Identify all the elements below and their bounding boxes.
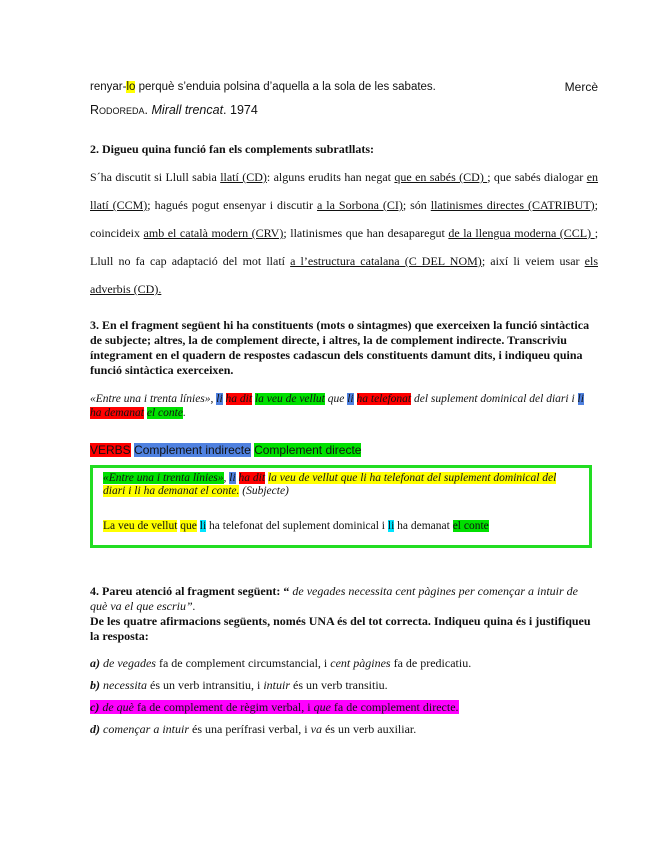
option-text: fa de complement de règim verbal, i bbox=[133, 700, 314, 714]
q2-text: ; Llull no fa cap adaptació del mot llatí bbox=[90, 226, 599, 268]
option-letter: d) bbox=[90, 722, 100, 736]
fragment-text: , bbox=[210, 393, 217, 405]
option-italic: necessita bbox=[100, 678, 147, 692]
option-text: és un verb transitiu. bbox=[290, 678, 388, 692]
option-text: és un verb intransitiu, i bbox=[147, 678, 264, 692]
fragment-verb: ha demanat bbox=[90, 407, 144, 419]
q2-heading: 2. Digueu quina funció fan els complements subratllats: bbox=[90, 142, 375, 156]
box-ci: li bbox=[387, 520, 395, 532]
intro-text-post: perquè s’enduia polsina d’aquella a la sola de les sabates. bbox=[135, 81, 436, 93]
q4-option-d bbox=[90, 722, 598, 737]
q2-text: ; que sabés dialogar bbox=[487, 170, 587, 184]
option-letter: b) bbox=[90, 678, 100, 692]
fragment-verb: ha dit bbox=[225, 393, 253, 405]
work-title: Mirall trencat bbox=[151, 103, 224, 117]
q4-heading-bold: 4. Pareu atenció al fragment següent: “ bbox=[90, 584, 290, 598]
q2-text: ; són bbox=[402, 198, 431, 212]
answer-box-line-2 bbox=[103, 520, 579, 533]
fragment-text: . bbox=[182, 407, 186, 419]
option-italic: va bbox=[310, 722, 322, 736]
q2-text: ; així li veiem usar bbox=[481, 254, 585, 268]
q4-heading-quote: de vegades necessita cent pàgines per començar a intuir de què va el que escriu”. bbox=[90, 584, 578, 613]
option-c-highlight bbox=[90, 700, 459, 714]
fragment-cd: la veu de vellut bbox=[254, 393, 325, 405]
option-italic: intuir bbox=[263, 678, 290, 692]
q2-text: ; llatinismes que han desaparegut bbox=[283, 226, 449, 240]
q2-text: ; hagués pogut ensenyar i discutir bbox=[147, 198, 317, 212]
q2-underlined: amb el català modern (CRV) bbox=[143, 226, 284, 240]
q2-underlined: de la llengua moderna (CCL) bbox=[448, 226, 595, 240]
work-year: . 1974 bbox=[223, 103, 258, 117]
option-letter: c) bbox=[90, 700, 100, 714]
fragment-text: del suplement dominical del diari i bbox=[411, 393, 578, 405]
legend-indirect-object: Complement indirecte bbox=[134, 443, 251, 457]
box-text: , bbox=[223, 472, 230, 484]
q4-option-a bbox=[90, 656, 598, 671]
box-ci: li bbox=[229, 472, 236, 484]
q4-option-b bbox=[90, 678, 598, 693]
option-italic: de què bbox=[99, 700, 134, 714]
q4-instructions: De les quatre afirmacions següents, només UNA és del tot correcta. Indiqueu quina és i justifiqueu la resposta: bbox=[90, 614, 591, 643]
option-letter: a) bbox=[90, 656, 100, 670]
box-cd: el conte bbox=[452, 520, 489, 532]
answer-box-line-1 bbox=[103, 472, 579, 498]
intro-text-pre: renyar- bbox=[90, 81, 127, 93]
q2-underlined: a la Sorbona (CI) bbox=[317, 198, 403, 212]
box-subject: La veu de vellut bbox=[103, 520, 178, 532]
box-subject: que bbox=[180, 520, 197, 532]
q2-underlined: llatí (CD) bbox=[220, 170, 267, 184]
q2-text: ; coincideix bbox=[90, 198, 598, 240]
box-verb: ha dit bbox=[238, 472, 266, 484]
fragment-ci: li bbox=[347, 393, 354, 405]
fragment-ci: li bbox=[216, 393, 223, 405]
fragment-text: «Entre una i trenta línies» bbox=[90, 393, 211, 405]
q4-heading bbox=[90, 584, 598, 614]
author-last-name: Rodoreda bbox=[90, 103, 145, 117]
option-text: fa de complement circumstancial, i bbox=[155, 656, 331, 670]
option-text: és una perífrasi verbal, i bbox=[189, 722, 311, 736]
fragment-ci: li bbox=[577, 393, 584, 405]
option-italic: cent pàgines bbox=[330, 656, 391, 670]
fragment-text: que bbox=[324, 393, 348, 405]
option-italic: que bbox=[313, 700, 331, 714]
option-text: és un verb auxiliar. bbox=[321, 722, 417, 736]
fragment-cd: el conte bbox=[146, 407, 183, 419]
legend-direct-object: Complement directe bbox=[254, 443, 362, 457]
q2-underlined: a l’estructura catalana (C DEL NOM) bbox=[290, 254, 482, 268]
q3-heading: 3. En el fragment següent hi ha constituents (mots o sintagmes) que exerceixen la funció sintàctica de subjecte; altres, la de complement directe, i altres, la de complement indirecte. Transcriviu íntegrament en el quadern de respostes cadascun dels constituents damunt dits, i indiqueu quina funció sintàctica exerceixen. bbox=[90, 318, 590, 377]
q2-underlined: que en sabés (CD) bbox=[394, 170, 488, 184]
option-text: fa de complement directe. bbox=[330, 700, 459, 714]
q2-underlined: llatinismes directes (CATRIBUT) bbox=[430, 198, 595, 212]
box-cd: «Entre una i trenta línies» bbox=[103, 472, 224, 484]
option-text: fa de predicatiu. bbox=[390, 656, 472, 670]
q2-underlined: en llatí (CCM) bbox=[90, 170, 599, 212]
answer-box bbox=[90, 465, 592, 548]
option-italic: de vegades bbox=[100, 656, 156, 670]
intro-line-2: Rodoreda. Mirall trencat. 1974 bbox=[90, 103, 258, 117]
intro-highlight: lo bbox=[126, 81, 136, 93]
box-label: (Subjecte) bbox=[239, 485, 289, 497]
box-text: ha demanat bbox=[394, 520, 453, 532]
legend-verbs: VERBS bbox=[90, 443, 131, 457]
q2-paragraph bbox=[90, 163, 598, 303]
fragment-verb: ha telefonat bbox=[356, 393, 412, 405]
q3-fragment bbox=[90, 392, 598, 420]
q2-text: : alguns erudits han negat bbox=[266, 170, 395, 184]
intro-line-1 bbox=[90, 80, 598, 94]
q4-option-c bbox=[90, 700, 598, 715]
box-subject: la veu de vellut que li ha telefonat del suplement dominical del diari i li ha demanat el conte. bbox=[103, 472, 557, 497]
box-ci: li bbox=[199, 520, 207, 532]
option-italic: començar a intuir bbox=[100, 722, 189, 736]
box-text: ha telefonat del suplement dominical i bbox=[206, 520, 388, 532]
q2-underlined: els adverbis (CD). bbox=[90, 254, 598, 296]
q2-text: S´ha discutit si Llull sabia bbox=[90, 170, 221, 184]
color-legend bbox=[90, 443, 598, 458]
author-first-name: Mercè bbox=[564, 80, 598, 94]
